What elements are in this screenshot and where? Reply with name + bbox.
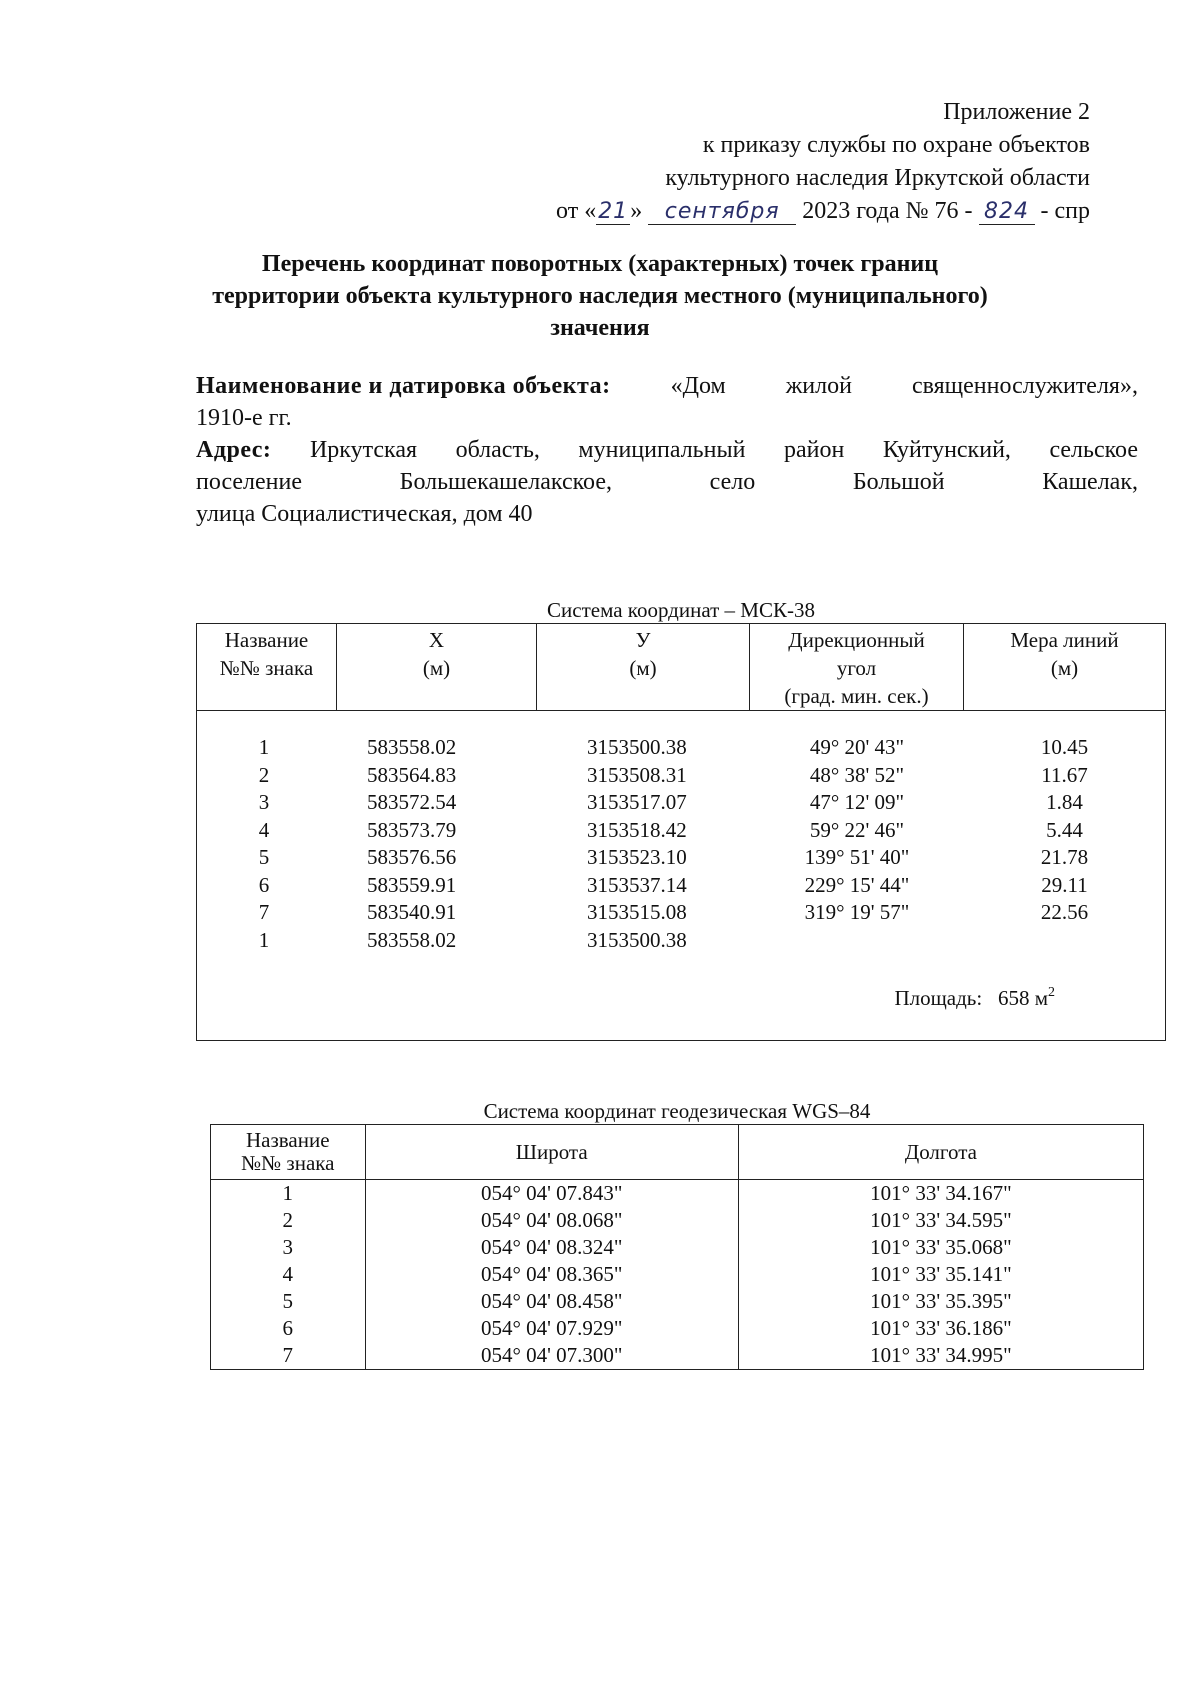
direction-angle: 319° 19' 57" [804, 900, 910, 924]
header-text: У [635, 628, 651, 652]
header-text: (м) [629, 656, 657, 680]
coord-y: 3153500.38 [587, 735, 687, 759]
address-word: Большекашелакское, [399, 469, 612, 495]
header-text: Дирекционный [788, 628, 925, 652]
latitude: 054° 04' 07.929" [365, 1315, 738, 1342]
header-point-number [197, 624, 337, 710]
line-length: 1.84 [1046, 790, 1083, 814]
table-row [211, 1261, 1144, 1288]
direction-angle: 48° 38' 52" [809, 762, 905, 787]
point-number: 1 [258, 927, 270, 952]
appendix-line-3: культурного наследия Иркутской области [665, 165, 1090, 191]
longitude: 101° 33' 34.167" [738, 1180, 1143, 1208]
direction-angle: 139° 51' 40" [804, 845, 910, 869]
table-row [197, 844, 1165, 872]
line-length [964, 927, 1165, 955]
address-word: Кашелак, [1042, 469, 1138, 495]
address-word: село [709, 469, 756, 495]
coord-x: 583564.83 [367, 762, 457, 787]
coord-y: 3153500.38 [587, 927, 687, 952]
coord-y: 3153523.10 [587, 845, 687, 869]
header-text: (град. мин. сек.) [784, 684, 929, 708]
table-row [197, 817, 1165, 845]
address-word: Иркутская [309, 437, 418, 463]
point-number: 2 [258, 762, 270, 787]
address-line-2 [196, 466, 1138, 498]
coord-x: 583540.91 [367, 900, 457, 924]
header-text: №№ знака [241, 1151, 335, 1175]
direction-angle: 59° 22' 46" [809, 817, 905, 842]
object-info [196, 370, 1138, 530]
address-word: поселение [196, 469, 303, 495]
wgs84-table [210, 1124, 1144, 1370]
table1-caption: Система координат – МСК-38 [547, 598, 815, 622]
line-length: 5.44 [1046, 817, 1083, 842]
coord-y: 3153508.31 [587, 762, 687, 787]
address-word: муниципальный [578, 437, 746, 463]
longitude: 101° 33' 34.995" [738, 1342, 1143, 1370]
header-direction-angle [750, 624, 964, 710]
header-text: X [428, 628, 445, 652]
order-month: сентября [648, 200, 796, 225]
latitude: 054° 04' 08.365" [365, 1261, 738, 1288]
header-text: Название [246, 1128, 330, 1152]
header-y [537, 624, 750, 710]
coord-y: 3153517.07 [587, 790, 687, 814]
point-number: 7 [258, 900, 270, 924]
table-row [197, 899, 1165, 927]
direction-angle [750, 927, 964, 955]
table-row [197, 789, 1165, 817]
order-quote-close: » [630, 198, 643, 224]
appendix-line-1: Приложение 2 [943, 99, 1090, 125]
longitude: 101° 33' 34.595" [738, 1207, 1143, 1234]
table-row [211, 1342, 1144, 1370]
coord-x: 583573.79 [367, 817, 457, 842]
object-name-word: жилой [785, 373, 852, 399]
msk38-table-header [197, 624, 1165, 711]
object-name-line-2: 1910-е гг. [196, 405, 292, 431]
latitude: 054° 04' 08.324" [365, 1234, 738, 1261]
latitude: 054° 04' 07.843" [365, 1180, 738, 1208]
line-length: 10.45 [1040, 735, 1089, 759]
table-row [197, 734, 1165, 762]
direction-angle: 229° 15' 44" [804, 872, 910, 897]
point-number: 1 [258, 735, 270, 759]
object-name-line-1 [196, 370, 1138, 402]
header-text: (м) [1050, 656, 1079, 680]
object-name-label: Наименование и датировка объекта: [196, 373, 611, 399]
msk38-table [196, 623, 1166, 1041]
table-row [197, 762, 1165, 790]
coord-y: 3153537.14 [587, 872, 687, 897]
order-day: 21 [598, 199, 629, 224]
coord-x: 583559.91 [367, 872, 457, 897]
order-suffix: - спр [1040, 198, 1090, 224]
header-line-length [964, 624, 1165, 710]
table-row [211, 1315, 1144, 1342]
title-line-1: Перечень координат поворотных (характерных) точек границ [261, 251, 939, 277]
line-length: 29.11 [1041, 872, 1088, 897]
latitude: 054° 04' 08.068" [365, 1207, 738, 1234]
area-unit-sup: 2 [1048, 985, 1055, 1000]
coord-x: 583558.02 [367, 735, 457, 759]
point-number: 7 [211, 1342, 366, 1370]
address-word: Большой [852, 469, 945, 495]
point-number: 5 [211, 1288, 366, 1315]
latitude: 054° 04' 08.458" [365, 1288, 738, 1315]
header-text: Название [224, 628, 309, 652]
table-row [197, 927, 1165, 955]
longitude: 101° 33' 35.068" [738, 1234, 1143, 1261]
point-number: 1 [211, 1180, 366, 1208]
area-value: 658 м [997, 986, 1048, 1010]
order-date-line [390, 195, 1090, 228]
order-from-prefix: от « [556, 198, 597, 224]
header-x [337, 624, 537, 710]
point-number: 4 [258, 817, 270, 842]
object-name-word: «Дом [670, 373, 726, 399]
point-number: 5 [258, 845, 270, 869]
direction-angle: 49° 20' 43" [809, 735, 905, 759]
msk38-table-body [197, 734, 1165, 954]
coord-x: 583558.02 [367, 927, 457, 952]
address-word: Куйтунский, [882, 437, 1011, 463]
document-title [160, 248, 1040, 344]
area-summary [894, 980, 1055, 1011]
area-label: Площадь: [894, 986, 983, 1010]
longitude: 101° 33' 35.141" [738, 1261, 1143, 1288]
longitude: 101° 33' 36.186" [738, 1315, 1143, 1342]
address-word: область, [455, 437, 540, 463]
point-number: 4 [211, 1261, 366, 1288]
header-longitude: Долгота [738, 1125, 1143, 1180]
longitude: 101° 33' 35.395" [738, 1288, 1143, 1315]
direction-angle: 47° 12' 09" [809, 790, 905, 814]
table-row [211, 1207, 1144, 1234]
order-year-number: 2023 года № 76 - [802, 198, 973, 224]
coord-x: 583572.54 [367, 790, 457, 814]
appendix-header [390, 96, 1090, 228]
table-row [211, 1234, 1144, 1261]
wgs84-table-header [211, 1125, 1144, 1180]
point-number: 3 [258, 790, 270, 814]
header-text: Мера линий [1010, 628, 1119, 652]
header-latitude: Широта [365, 1125, 738, 1180]
address-word: район [783, 437, 845, 463]
table-row [197, 872, 1165, 900]
point-number: 2 [211, 1207, 366, 1234]
table-row [211, 1288, 1144, 1315]
header-text: (м) [422, 656, 451, 680]
coord-x: 583576.56 [367, 845, 457, 869]
line-length: 11.67 [1041, 762, 1088, 787]
header-text: №№ знака [219, 656, 314, 680]
header-point-number [211, 1125, 366, 1180]
address-line-1 [196, 434, 1138, 466]
order-number: 824 [979, 200, 1035, 225]
coord-y: 3153518.42 [587, 817, 687, 842]
appendix-line-2: к приказу службы по охране объектов [702, 132, 1090, 158]
header-text: угол [836, 656, 877, 680]
point-number: 3 [211, 1234, 366, 1261]
point-number: 6 [211, 1315, 366, 1342]
address-line-3: улица Социалистическая, дом 40 [196, 501, 533, 527]
title-line-2: территории объекта культурного наследия местного (муниципального) [212, 283, 988, 309]
table2-caption: Система координат геодезическая WGS–84 [483, 1099, 871, 1123]
line-length: 22.56 [1040, 900, 1089, 924]
title-line-3: значения [550, 315, 650, 341]
table-row [211, 1180, 1144, 1208]
latitude: 054° 04' 07.300" [365, 1342, 738, 1370]
point-number: 6 [258, 872, 270, 897]
coord-y: 3153515.08 [587, 900, 687, 924]
object-name-word: священнослужителя», [911, 373, 1138, 399]
line-length: 21.78 [1040, 845, 1089, 869]
address-label: Адрес: [196, 437, 272, 463]
address-word: сельское [1049, 437, 1138, 463]
